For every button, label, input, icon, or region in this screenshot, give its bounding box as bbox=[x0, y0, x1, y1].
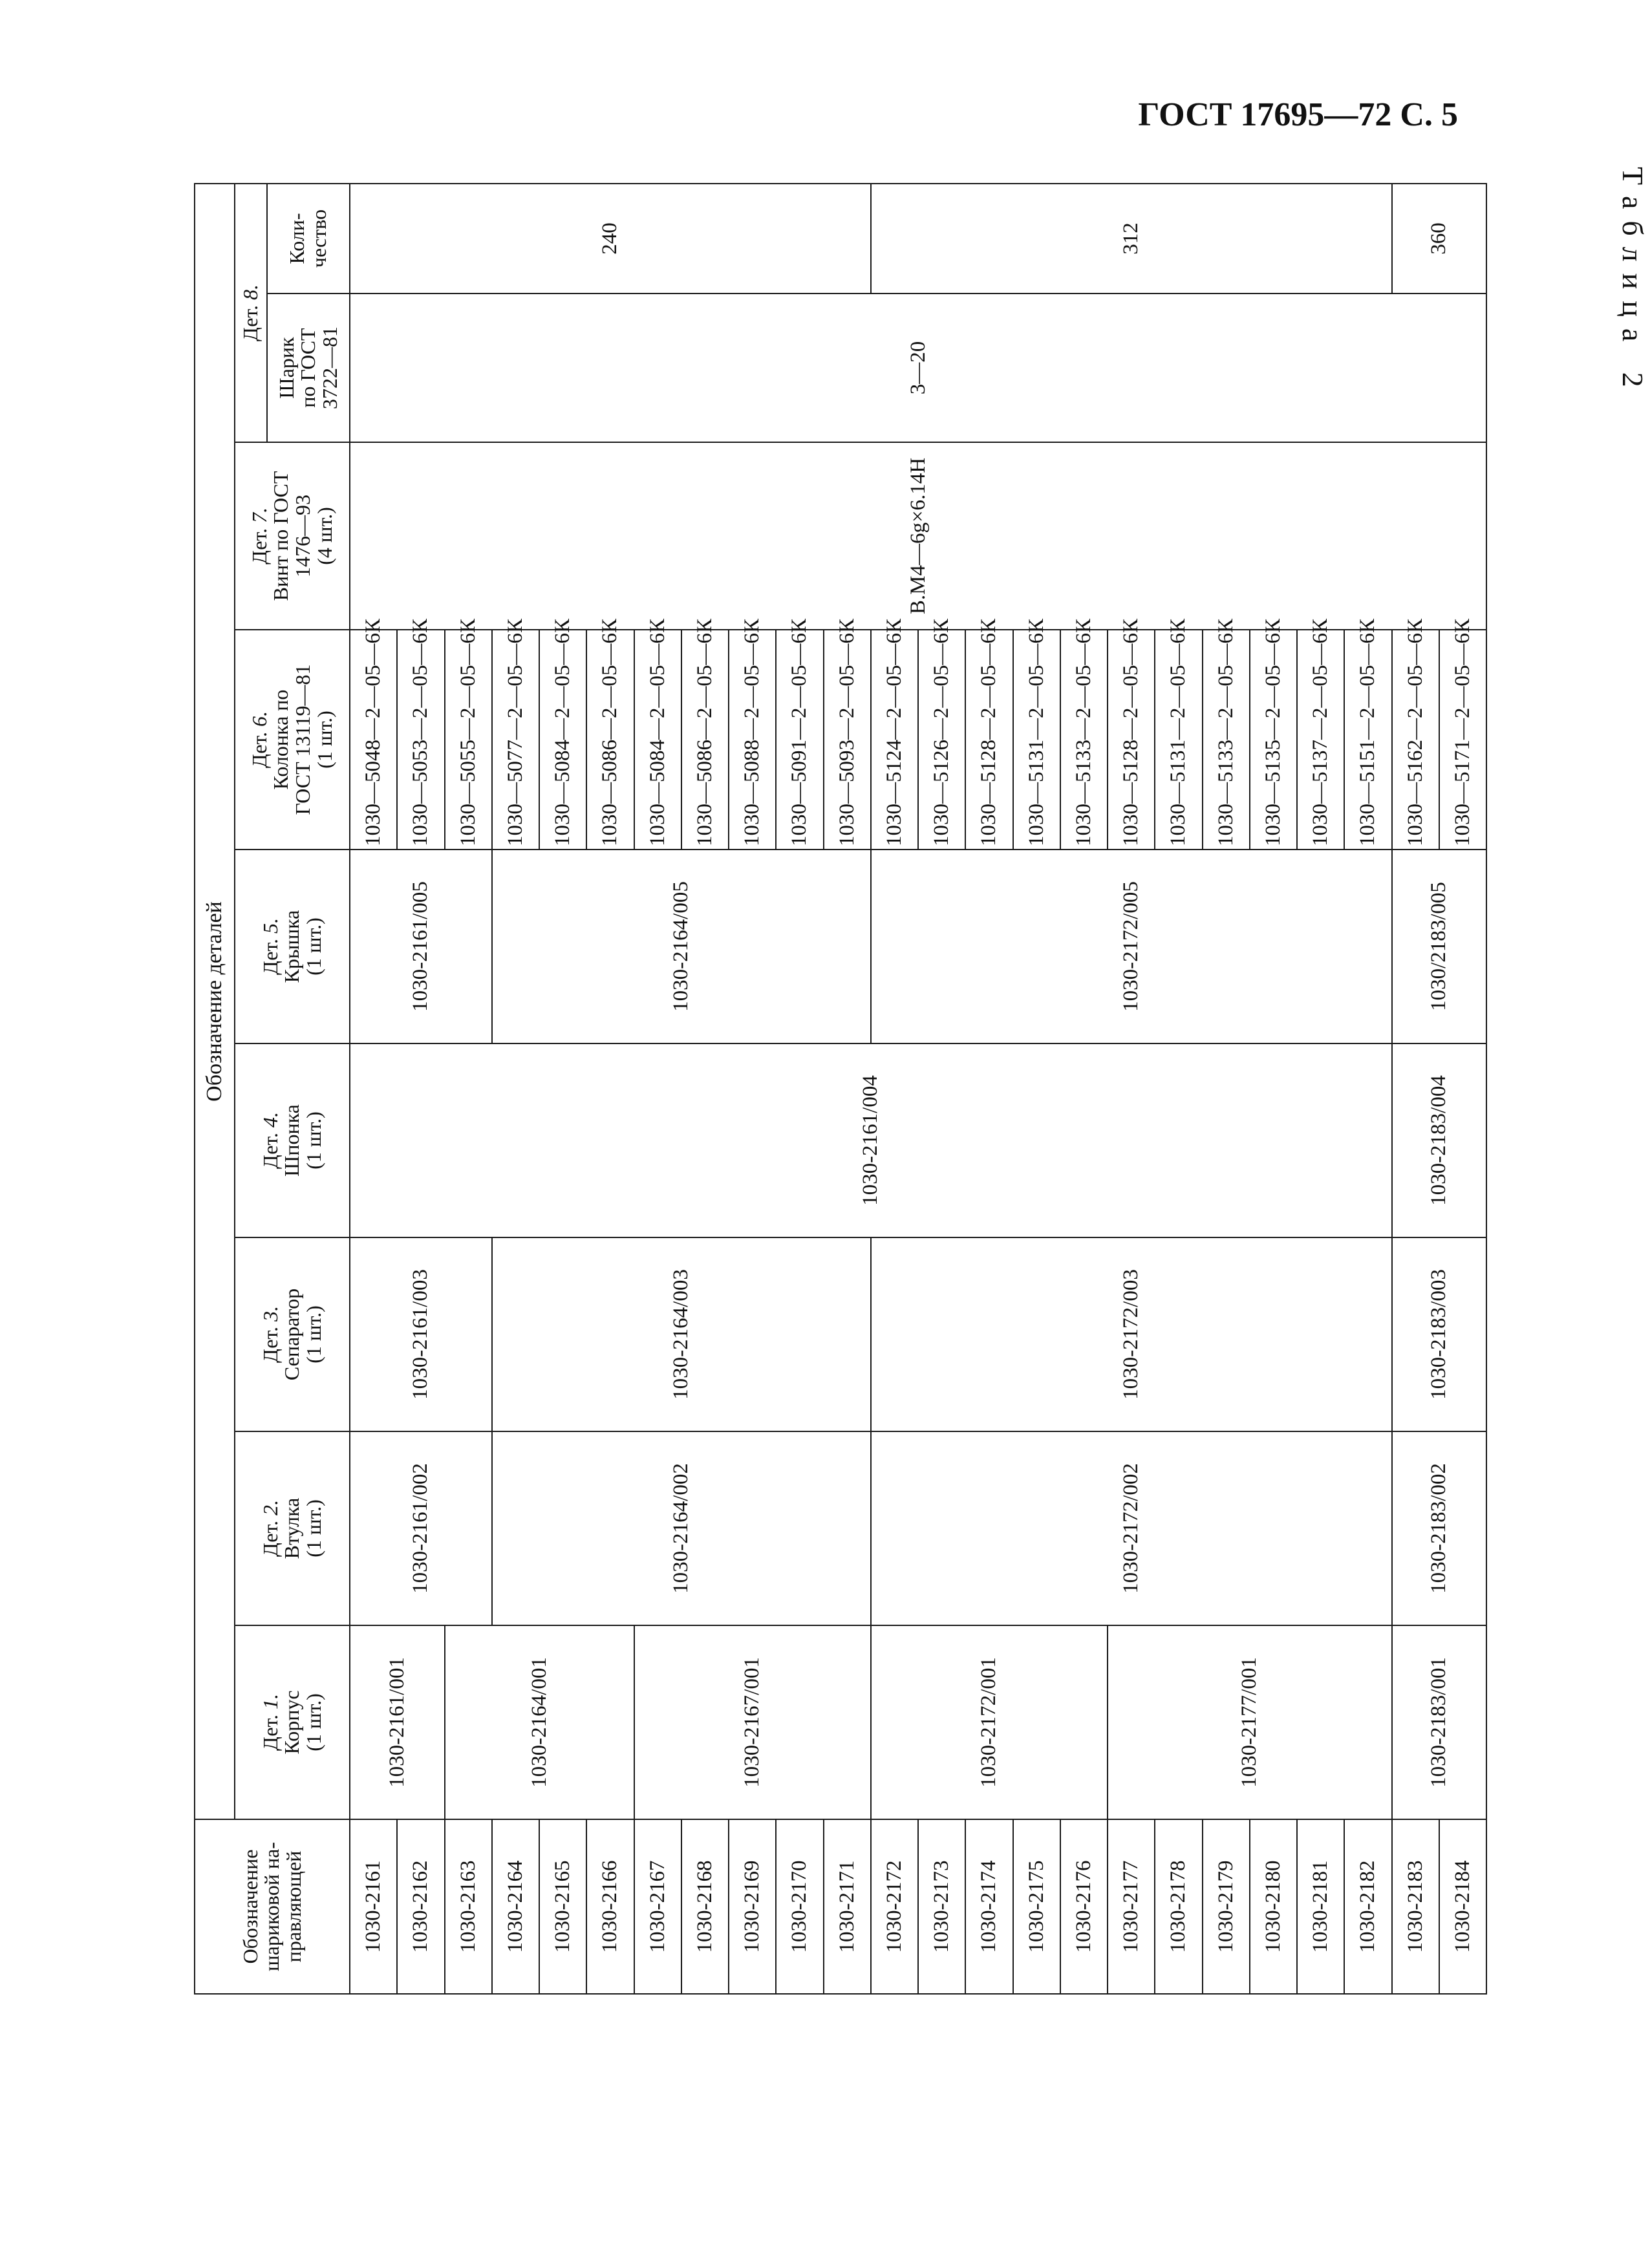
row-designation: 1030-2165 bbox=[539, 1819, 586, 1994]
vint-cell: B.M4—6g×6.14H bbox=[350, 442, 1486, 630]
vtulka-cell: 1030-2183/002 bbox=[1392, 1431, 1487, 1625]
kolonka-cell: 1030—5086—2—05—6К bbox=[681, 630, 729, 850]
header-det5: Дет. 5. Крышка (1 шт.) bbox=[235, 850, 350, 1043]
kolonka-cell: 1030—5133—2—05—6К bbox=[1060, 630, 1108, 850]
kolonka-cell: 1030—5084—2—05—6К bbox=[634, 630, 681, 850]
row-designation: 1030-2161 bbox=[350, 1819, 397, 1994]
korpus-cell: 1030-2172/001 bbox=[871, 1625, 1108, 1819]
row-designation: 1030-2162 bbox=[397, 1819, 444, 1994]
row-designation: 1030-2181 bbox=[1297, 1819, 1344, 1994]
parts-table bbox=[194, 183, 1487, 1995]
header-det4: Дет. 4. Шпонка (1 шт.) bbox=[235, 1043, 350, 1237]
sharik-cell: 3—20 bbox=[350, 294, 1486, 442]
kolonka-cell: 1030—5162—2—05—6К bbox=[1392, 630, 1439, 850]
kolonka-cell: 1030—5131—2—05—6К bbox=[1013, 630, 1060, 850]
row-designation: 1030-2169 bbox=[729, 1819, 776, 1994]
row-designation: 1030-2168 bbox=[681, 1819, 729, 1994]
header-ball: Шарик по ГОСТ 3722—81 bbox=[267, 294, 350, 442]
row-designation: 1030-2179 bbox=[1203, 1819, 1250, 1994]
separator-cell: 1030-2164/003 bbox=[492, 1237, 871, 1431]
kolonka-cell: 1030—5093—2—05—6К bbox=[824, 630, 871, 850]
row-designation: 1030-2164 bbox=[492, 1819, 539, 1994]
kolonka-cell: 1030—5124—2—05—6К bbox=[871, 630, 918, 850]
header-quantity: Коли- чество bbox=[267, 184, 350, 294]
row-designation: 1030-2184 bbox=[1439, 1819, 1486, 1994]
kryshka-cell: 1030-2164/005 bbox=[492, 850, 871, 1043]
kolonka-cell: 1030—5091—2—05—6К bbox=[776, 630, 823, 850]
header-det6: Дет. 6. Колонка по ГОСТ 13119—81 (1 шт.) bbox=[235, 630, 350, 850]
page-header: ГОСТ 17695—72 С. 5 bbox=[1138, 96, 1458, 133]
kryshka-cell: 1030/2183/005 bbox=[1392, 850, 1487, 1043]
korpus-cell: 1030-2161/001 bbox=[350, 1625, 445, 1819]
row-designation: 1030-2178 bbox=[1155, 1819, 1202, 1994]
quantity-cell: 360 bbox=[1392, 184, 1487, 294]
kolonka-cell: 1030—5128—2—05—6К bbox=[965, 630, 1012, 850]
row-designation: 1030-2183 bbox=[1392, 1819, 1439, 1994]
row-designation: 1030-2176 bbox=[1060, 1819, 1108, 1994]
shponka-cell: 1030-2161/004 bbox=[350, 1043, 1392, 1237]
header-det7: Дет. 7. Винт по ГОСТ 1476—93 (4 шт.) bbox=[235, 442, 350, 630]
kolonka-cell: 1030—5088—2—05—6К bbox=[729, 630, 776, 850]
row-designation: 1030-2167 bbox=[634, 1819, 681, 1994]
quantity-cell: 312 bbox=[871, 184, 1392, 294]
kolonka-cell: 1030—5135—2—05—6К bbox=[1250, 630, 1297, 850]
kolonka-cell: 1030—5131—2—05—6К bbox=[1155, 630, 1202, 850]
kolonka-cell: 1030—5128—2—05—6К bbox=[1108, 630, 1155, 850]
vtulka-cell: 1030-2161/002 bbox=[350, 1431, 492, 1625]
row-designation: 1030-2180 bbox=[1250, 1819, 1297, 1994]
korpus-cell: 1030-2167/001 bbox=[634, 1625, 871, 1819]
row-designation: 1030-2172 bbox=[871, 1819, 918, 1994]
kolonka-cell: 1030—5055—2—05—6К bbox=[445, 630, 492, 850]
row-designation: 1030-2175 bbox=[1013, 1819, 1060, 1994]
row-designation: 1030-2182 bbox=[1344, 1819, 1391, 1994]
korpus-cell: 1030-2177/001 bbox=[1108, 1625, 1392, 1819]
vtulka-cell: 1030-2164/002 bbox=[492, 1431, 871, 1625]
header-det8: Дет. 8. bbox=[235, 184, 267, 442]
korpus-cell: 1030-2183/001 bbox=[1392, 1625, 1487, 1819]
row-designation: 1030-2173 bbox=[918, 1819, 965, 1994]
row-designation: 1030-2170 bbox=[776, 1819, 823, 1994]
separator-cell: 1030-2183/003 bbox=[1392, 1237, 1487, 1431]
row-designation: 1030-2171 bbox=[824, 1819, 871, 1994]
korpus-cell: 1030-2164/001 bbox=[445, 1625, 634, 1819]
header-det1: Дет. 1. Корпус (1 шт.) bbox=[235, 1625, 350, 1819]
table-caption: Таблица 2 bbox=[1616, 167, 1649, 399]
header-det3: Дет. 3. Сепаратор (1 шт.) bbox=[235, 1237, 350, 1431]
header-det2: Дет. 2. Втулка (1 шт.) bbox=[235, 1431, 350, 1625]
kolonka-cell: 1030—5151—2—05—6К bbox=[1344, 630, 1391, 850]
row-designation: 1030-2163 bbox=[445, 1819, 492, 1994]
kolonka-cell: 1030—5077—2—05—6К bbox=[492, 630, 539, 850]
vtulka-cell: 1030-2172/002 bbox=[871, 1431, 1392, 1625]
header-parts-designation: Обозначение деталей bbox=[195, 184, 235, 1819]
kolonka-cell: 1030—5126—2—05—6К bbox=[918, 630, 965, 850]
kolonka-cell: 1030—5084—2—05—6К bbox=[539, 630, 586, 850]
rotated-table-container bbox=[194, 184, 1487, 1995]
kolonka-cell: 1030—5171—2—05—6К bbox=[1439, 630, 1486, 850]
shponka-cell: 1030-2183/004 bbox=[1392, 1043, 1487, 1237]
row-designation: 1030-2166 bbox=[586, 1819, 634, 1994]
kryshka-cell: 1030-2172/005 bbox=[871, 850, 1392, 1043]
kolonka-cell: 1030—5086—2—05—6К bbox=[586, 630, 634, 850]
kolonka-cell: 1030—5133—2—05—6К bbox=[1203, 630, 1250, 850]
kolonka-cell: 1030—5137—2—05—6К bbox=[1297, 630, 1344, 850]
quantity-cell: 240 bbox=[350, 184, 871, 294]
kolonka-cell: 1030—5053—2—05—6К bbox=[397, 630, 444, 850]
separator-cell: 1030-2172/003 bbox=[871, 1237, 1392, 1431]
kolonka-cell: 1030—5048—2—05—6К bbox=[350, 630, 397, 850]
separator-cell: 1030-2161/003 bbox=[350, 1237, 492, 1431]
row-designation: 1030-2174 bbox=[965, 1819, 1012, 1994]
kryshka-cell: 1030-2161/005 bbox=[350, 850, 492, 1043]
header-guide-designation: Обозначение шариковой на- правляющей bbox=[195, 1819, 350, 1994]
row-designation: 1030-2177 bbox=[1108, 1819, 1155, 1994]
